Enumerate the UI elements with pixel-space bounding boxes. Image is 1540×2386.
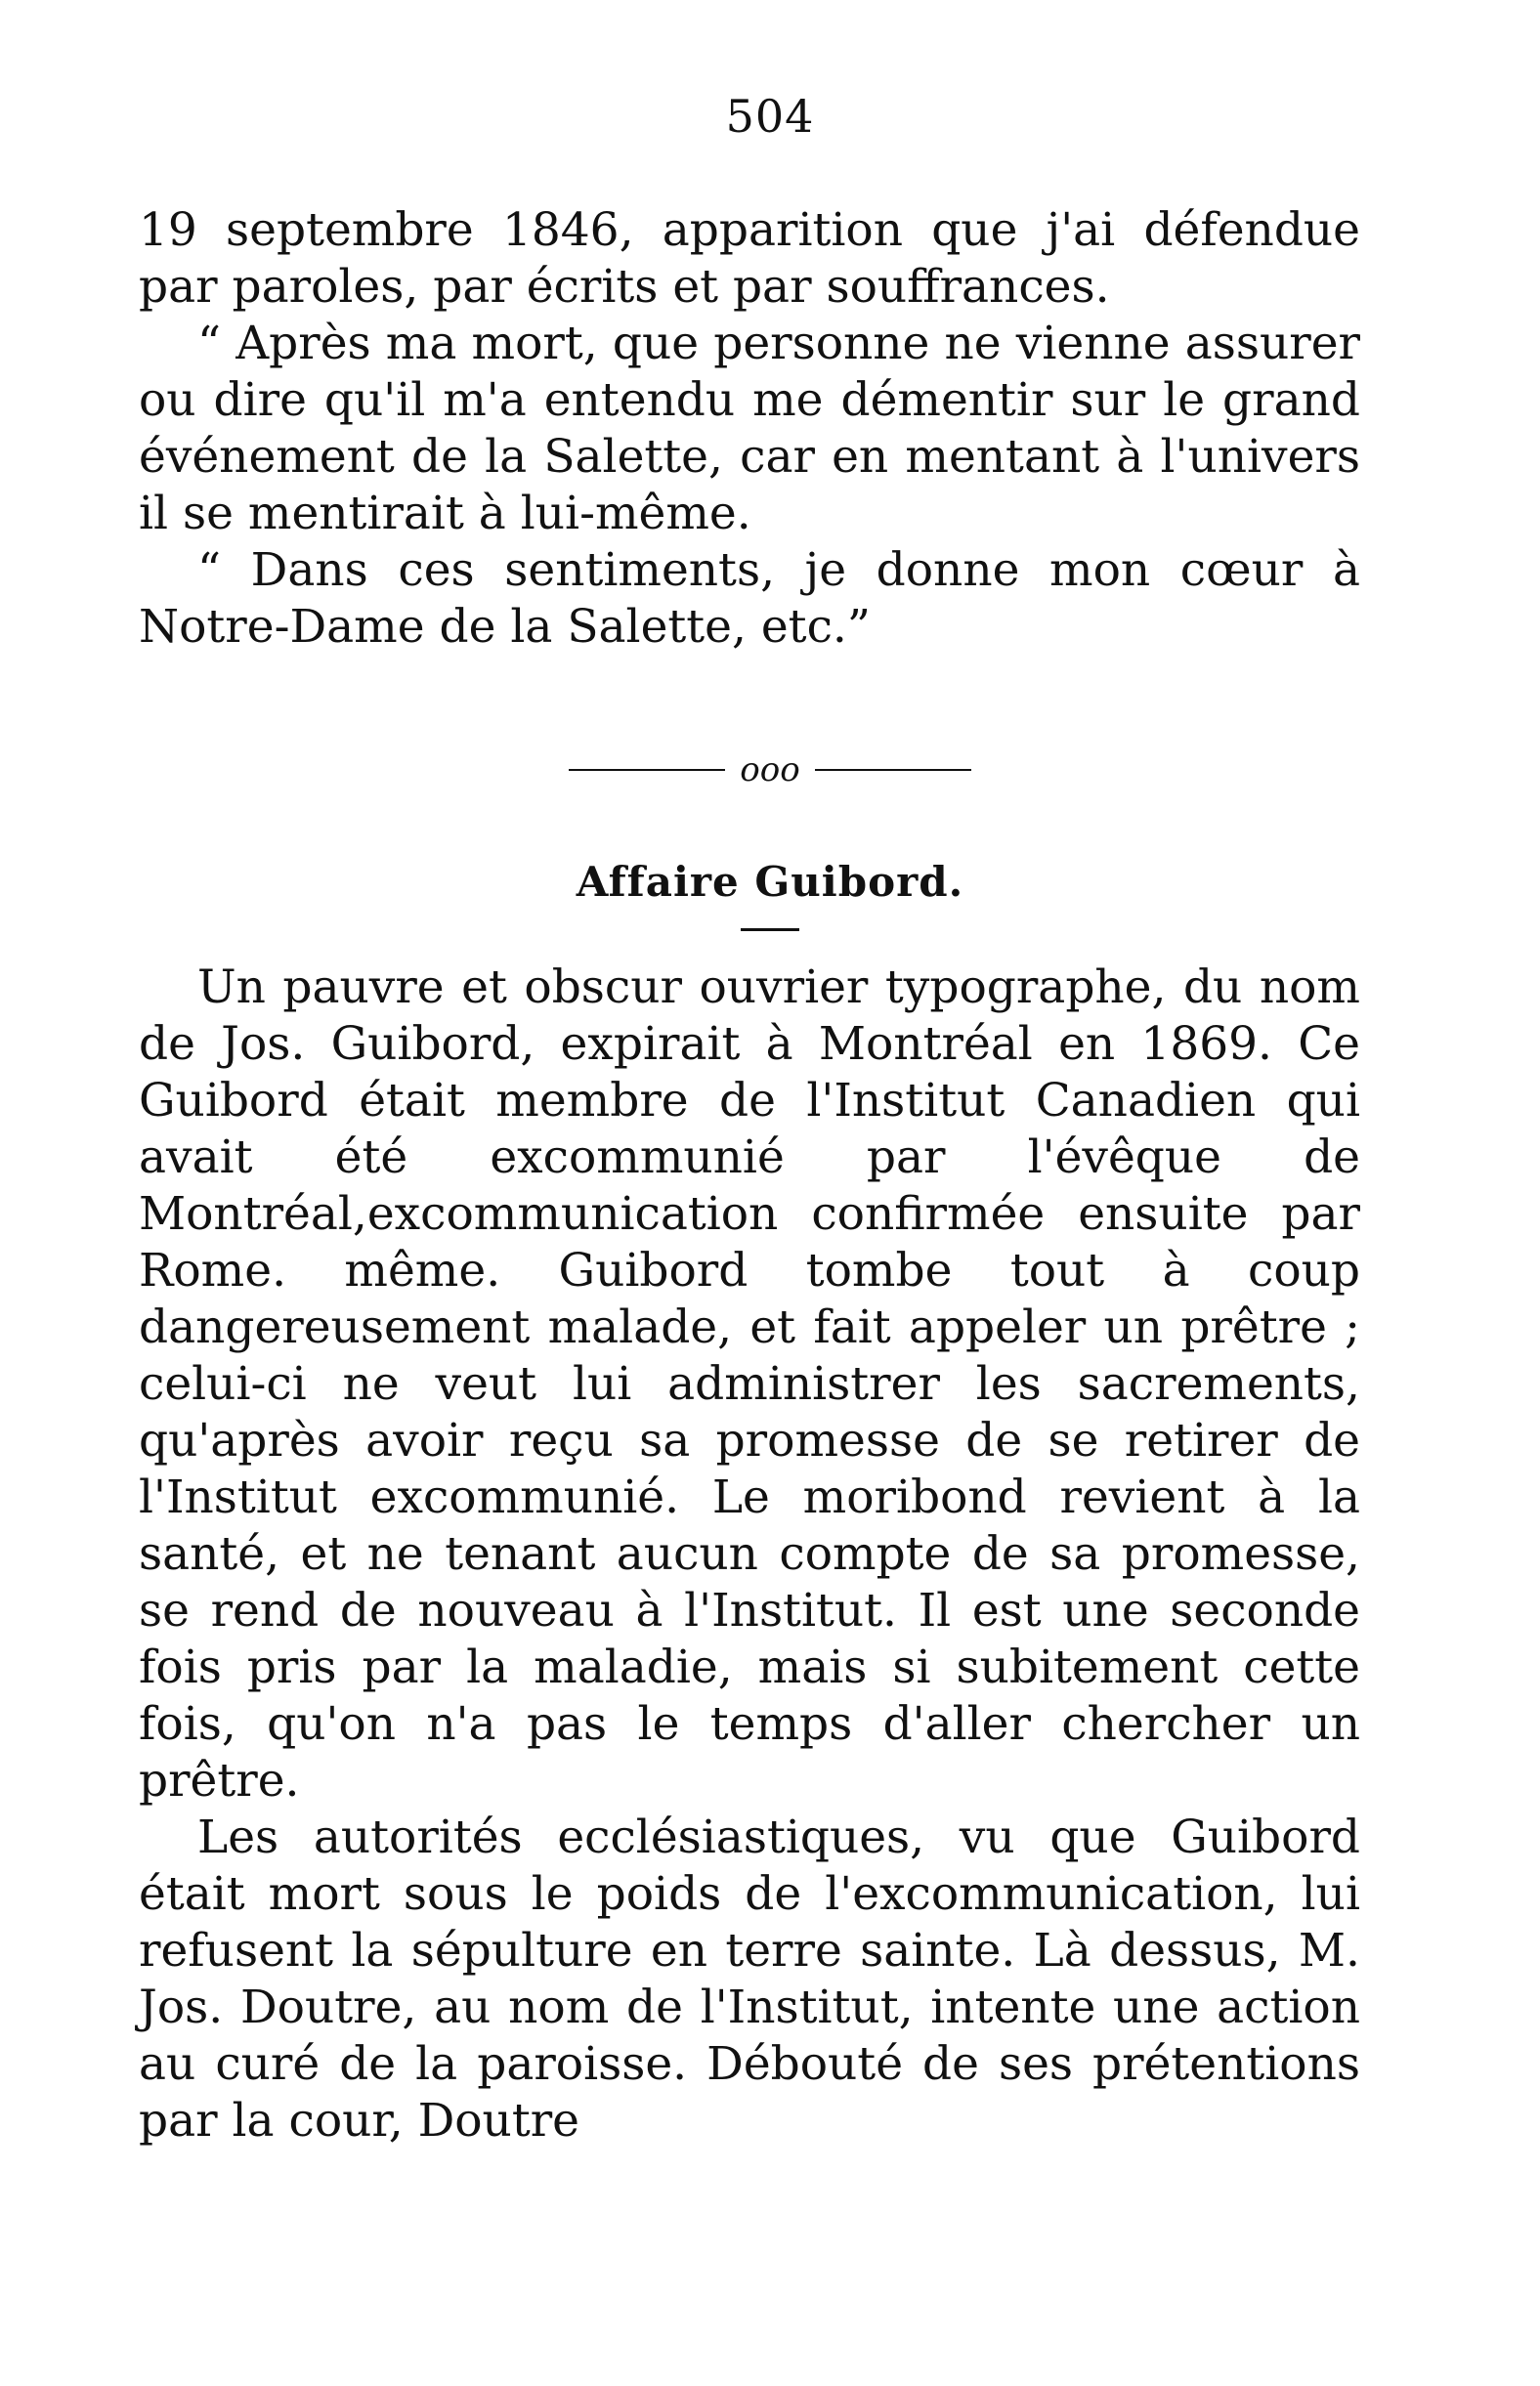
section-body <box>139 959 1360 2150</box>
paragraph: Les autorités ecclésiastiques, vu que Guibord était mort sous le poids de l'excommunication, lui refusent la sépulture en terre sainte. Là dessus, M. Jos. Doutre, au nom de l'Institut, intente une action au curé de la paroisse. Débouté de ses prétentions par la cour, Doutre <box>139 1811 1360 2148</box>
title-underline <box>741 928 799 931</box>
section-separator <box>0 748 1540 789</box>
paragraph: “ Dans ces sentiments, je donne mon cœur à Notre-Dame de la Salette, etc.” <box>139 543 1360 654</box>
paragraph: 19 septembre 1846, apparition que j'ai défendue par paroles, par écrits et par souffrances. <box>139 203 1360 314</box>
separator-mark: ooo <box>740 750 800 789</box>
section-title: Affaire Guibord. <box>576 858 964 906</box>
letter-excerpt <box>139 202 1360 656</box>
separator-line-right <box>815 769 971 771</box>
paragraph: “ Après ma mort, que personne ne vienne assurer ou dire qu'il m'a entendu me démentir sur le grand événement de la Salette, car en mentant à l'univers il se mentirait à lui-même. <box>139 317 1360 540</box>
paragraph: Un pauvre et obscur ouvrier typographe, du nom de Jos. Guibord, expirait à Montréal en 1869. Ce Guibord était membre de l'Institut Canadien qui avait été excommunié par l'évêque de Montréal,excommunication confirmée ensuite par Rome. même. Guibord tombe tout à coup dangereusement malade, et fait appeler un prêtre ; celui-ci ne veut lui administrer les sacrements, qu'après avoir reçu sa promesse de se retirer de l'Institut excommunié. Le moribond revient à la santé, et ne tenant aucun compte de sa promesse, se rend de nouveau à l'Institut. Il est une seconde fois pris par la maladie, mais si subitement cette fois, qu'on n'a pas le temps d'aller chercher un prêtre. <box>139 960 1360 1808</box>
page-number: 504 <box>725 90 815 143</box>
separator-line-left <box>569 769 725 771</box>
